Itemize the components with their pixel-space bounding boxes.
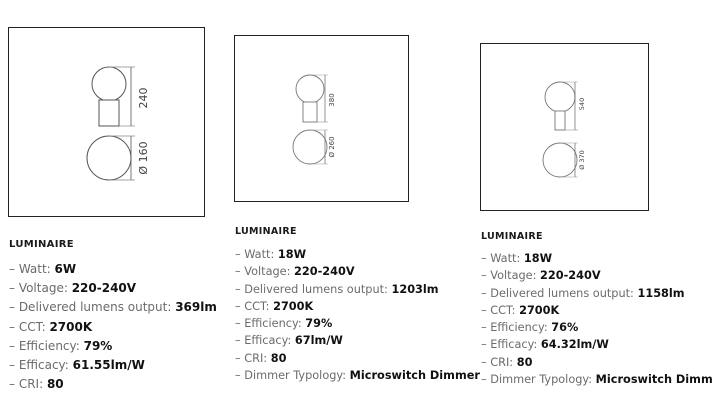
spec-dimmer: – Dimmer Typology: Microswitch Dimmer (235, 369, 480, 383)
height-dimension-label: 380 (328, 93, 336, 107)
spec-cri: – CRI: 80 (9, 377, 64, 392)
section-title: LUMINAIRE (235, 226, 297, 237)
spec-voltage: – Voltage: 220-240V (481, 269, 601, 283)
diameter-dimension-label: Ø 260 (328, 136, 336, 158)
height-dimension-label: 540 (578, 97, 586, 111)
spec-cct: – CCT: 2700K (481, 303, 560, 317)
spec-dimmer: – Dimmer Typology: Microswitch Dimm (481, 373, 713, 387)
technical-drawing (235, 36, 410, 203)
spec-voltage: – Voltage: 220-240V (235, 265, 355, 279)
diameter-dimension-label: Ø 160 (137, 141, 150, 175)
spec-watt: – Watt: 18W (235, 248, 307, 261)
spec-watt: – Watt: 18W (481, 252, 553, 265)
spec-efficacy: – Efficacy: 61.55lm/W (9, 357, 145, 372)
spec-lumens: – Delivered lumens output: 1203lm (235, 282, 439, 296)
base-elevation-shape (555, 111, 565, 130)
spec-efficiency: – Efficiency: 79% (235, 317, 333, 331)
spec-efficiency: – Efficiency: 76% (481, 321, 579, 335)
spec-cct: – CCT: 2700K (9, 319, 93, 334)
spec-cri: – CRI: 80 (481, 355, 533, 369)
spec-efficiency: – Efficiency: 79% (9, 338, 113, 353)
spec-watt: – Watt: 6W (9, 262, 77, 276)
globe-plan-shape (293, 130, 327, 164)
spec-voltage: – Voltage: 220-240V (9, 281, 137, 296)
diameter-dimension-label: Ø 370 (578, 150, 586, 170)
spec-list (235, 246, 480, 384)
spec-lumens: – Delivered lumens output: 1158lm (481, 286, 685, 300)
spec-list (481, 250, 713, 388)
spec-cct: – CCT: 2700K (235, 299, 314, 313)
globe-plan-shape (87, 136, 131, 180)
globe-elevation-shape (545, 82, 575, 112)
spec-list (9, 260, 217, 394)
globe-plan-shape (543, 143, 577, 177)
technical-drawing-frame (480, 43, 649, 211)
section-title: LUMINAIRE (9, 239, 74, 250)
base-elevation-shape (99, 100, 119, 126)
technical-drawing (9, 28, 206, 218)
technical-drawing-frame (8, 27, 205, 217)
height-dimension-label: 240 (137, 87, 150, 109)
spec-lumens: – Delivered lumens output: 369lm (9, 300, 217, 315)
spec-cri: – CRI: 80 (235, 351, 287, 365)
globe-elevation-shape (296, 75, 324, 103)
globe-elevation-shape (92, 67, 126, 101)
base-elevation-shape (303, 102, 317, 122)
section-title: LUMINAIRE (481, 231, 543, 242)
spec-efficacy: – Efficacy: 64.32lm/W (481, 338, 609, 352)
spec-efficacy: – Efficacy: 67lm/W (235, 334, 343, 348)
technical-drawing-frame (234, 35, 409, 202)
technical-drawing (481, 44, 650, 212)
